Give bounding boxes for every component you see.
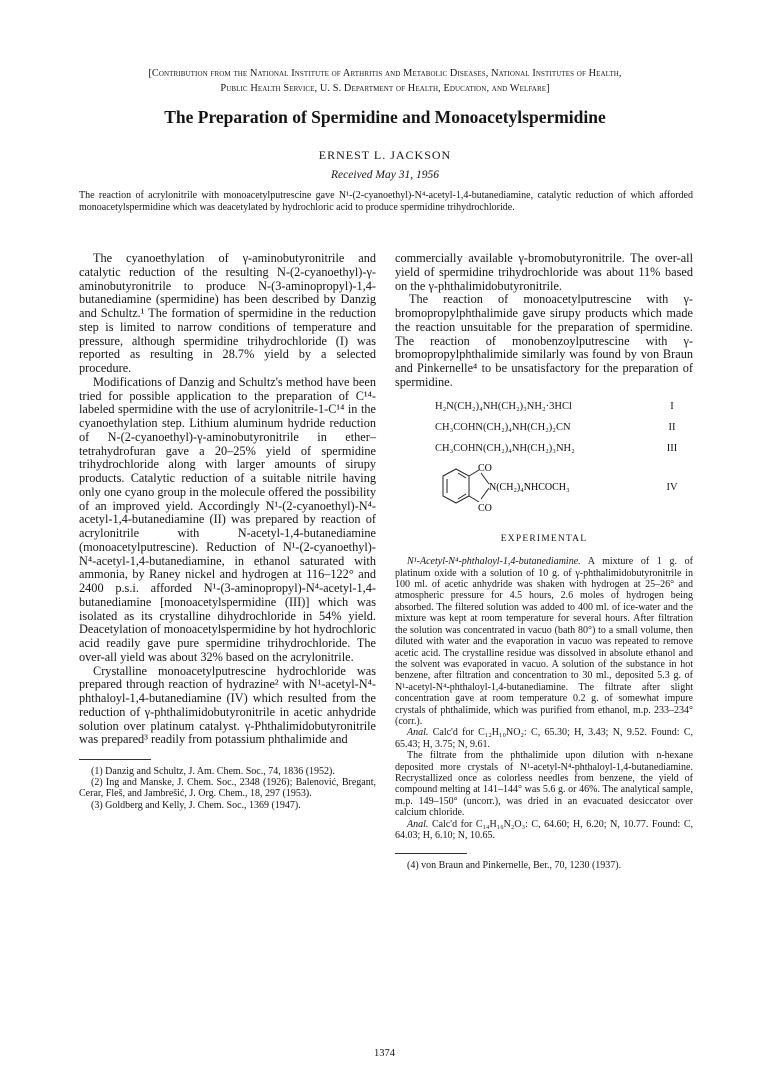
contribution-line-2: Public Health Service, U. S. Department of Health, Education, and Welfare] xyxy=(220,83,550,94)
formula-row-2 xyxy=(395,417,693,438)
side-chain: N(CH₂)₄NHCOCH₃ xyxy=(489,481,570,493)
footnote-3: (3) Goldberg and Kelly, J. Chem. Soc., 1369 (1947). xyxy=(91,799,301,811)
formula-list xyxy=(395,396,693,459)
analysis-2 xyxy=(395,819,693,842)
body-paragraph: The reaction of monoacetylputrescine with γ-bromopropylphthalimide gave sirupy products which made the reaction unsuitable for the preparation of spermidine. The reaction of monobenzoylputrescine with γ-bromopropylphthalimide similarly was found by von Braun and Pinkernelle⁴ to be unsatisfactory for the preparation of spermidine. xyxy=(395,292,693,389)
author-name: ERNEST L. JACKSON xyxy=(318,148,452,162)
footnote-1: (1) Danzig and Schultz, J. Am. Chem. Soc., 74, 1836 (1952). xyxy=(91,766,335,777)
experimental-heading: EXPERIMENTAL xyxy=(500,533,588,544)
formula: H₂N(CH₂)₄NH(CH₂)₃NH₂·3HCl xyxy=(435,400,572,412)
formula: CH₃COHN(CH₂)₄NH(CH₂)₃NH₂ xyxy=(435,442,575,454)
footnote-2: (2) Ing and Manske, J. Chem. Soc., 2348 (1926); Balenović, Bregant, Cerar, Fleš, and Jambrešić, J. Org. Chem., 18, 297 (1953). xyxy=(79,777,376,800)
body-paragraph: Modifications of Danzig and Schultz's method have been tried for possible application to the preparation of C¹⁴-labeled spermidine with the use of acrylonitrile-1-C¹⁴ in the cyanoethylation step. Lithium aluminum hydride reduction of N-(2-cyanoethyl)-γ-aminobutyronitrile in ether–tetrahydrofuran gave a 20–25% yield of spermidine trihydrochloride along with larger amounts of sirupy products. Catalytic reduction of a suitable nitrile having only one cyano group in the molecule offered the possibility of an improved yield. Accordingly N¹-(2-cyanoethyl)-N⁴-acetyl-1,4-butanediamine (II) was prepared by reaction of acrylonitrile with N-acetyl-1,4-butanediamine (monoacetylputrescine). Reduction of N¹-(2-cyanoethyl)-N⁴-acetyl-1,4-butanediamine, in ethanol saturated with ammonia, by Raney nickel and hydrogen at 116–122° and 2400 p.s.i. afforded N¹-(3-aminopropyl)-N⁴-acetyl-1,4-butanediamine [monoacetylspermidine (III)] which was isolated as its crystalline dihydrochloride in 54% yield. Deacetylation of monoacetylspermidine by hot hydrochloric acid readily gave pure spermidine trihydrochloride. The over-all yield was about 32% based on the acrylonitrile. xyxy=(79,374,376,664)
body-paragraph: commercially available γ-bromobutyronitrile. The over-all yield of spermidine trihydrochloride was about 11% based on the γ-phthalimidobutyronitrile. xyxy=(395,251,693,293)
body-paragraph: The cyanoethylation of γ-aminobutyronitrile and catalytic reduction of the resulting N-(2-cyanoethyl)-γ-aminobutyronitrile to produce N-(3-aminopropyl)-1,4-butanediamine (spermidine) has been described by Danzig and Schultz.¹ The formation of spermidine in the reduction step is limited to narrow conditions of temperature and pressure, although spermidine trihydrochloride (I) was reported as resulting in 28.7% yield by a selected procedure. xyxy=(79,251,376,375)
experimental-paragraph-2: The filtrate from the phthalimide upon dilution with n-hexane deposited more crystals of N¹-acetyl-N⁴-phthaloyl-1,4-butanediamine. Recrystallized once as colorless needles from benzene, the yield of compound melting at 141–144° was 5.6 g. or 46%. The analytical sample, m.p. 149–150° (uncorr.), was dried in an evacuated desiccator over calcium chloride. xyxy=(395,750,693,819)
footnote-4: (4) von Braun and Pinkernelle, Ber., 70, 1230 (1937). xyxy=(407,860,622,872)
body-paragraph: Crystalline monoacetylputrescine hydrochloride was prepared through reaction of hydrazine² with N¹-acetyl-N⁴-phthaloyl-1,4-butanediamine (IV) which resulted from the reduction of γ-phthalimidobutyronitrile in acetic anhydride solution over platinum catalyst. γ-Phthalimidobutyronitrile was prepared³ readily from potassium phthalimide and xyxy=(79,663,376,747)
article-title: The Preparation of Spermidine and Monoacetylspermidine xyxy=(164,107,606,127)
formula-label: II xyxy=(668,421,676,433)
contribution-line-1: [Contribution from the National Institute of Arthritis and Metabolic Diseases, National Institutes of Health, xyxy=(148,68,622,79)
analysis-label: Anal. xyxy=(407,727,429,739)
structure-iv xyxy=(395,461,693,515)
formula: CH₃COHN(CH₂)₄NH(CH₂)₂CN xyxy=(435,421,571,433)
carbonyl-bottom: CO xyxy=(478,502,492,514)
right-column xyxy=(395,252,693,872)
compound-name: N¹-Acetyl-N⁴-phthaloyl-1,4-butanediamine. xyxy=(407,556,581,568)
formula-label: IV xyxy=(666,481,678,493)
carbonyl-top: CO xyxy=(478,462,492,474)
analysis-1 xyxy=(395,727,693,750)
page-number: 1374 xyxy=(374,1048,395,1059)
contribution-header xyxy=(60,66,710,96)
left-column xyxy=(79,252,376,811)
received-date: Received May 31, 1956 xyxy=(331,169,439,181)
formula-row-3 xyxy=(395,438,693,459)
experimental-paragraph-1 xyxy=(395,556,693,727)
paragraph-text: A mixture of 1 g. of platinum oxide with a solution of 10 g. of γ-phthalimidobutyronitrile in 100 ml. of acetic anhydride was shaken with hydrogen at 25–26° and atmospheric pressure for 4.5 hours, 2.6 moles of hydrogen being absorbed. The filtered solution was added to 400 ml. of ice-water and the mixture was kept at room temperature for several hours. After filtration the solution was concentrated in vacuo (bath 80°) to a small volume, then diluted with water and the evaporation in vacuo was repeated to remove acetic acid. The crystalline residue was dissolved in absolute ethanol and the solvent was evaporated in vacuo. A solution of the substance in hot benzene, after filtration and concentration to 30 ml., deposited 5.3 g. of N¹-acetyl-N⁴-phthaloyl-1,4-butanediamine. The filtrate after slight concentration gave at room temperature 0.2 g. of somewhat impure crystals of phthalimide, which was purified from ethanol, m.p. 233–234° (corr.). xyxy=(395,556,693,727)
formula-label: III xyxy=(666,442,678,454)
analysis-text: Calc'd for C₁₂H₁₀NO₂: C, 65.30; H, 3.43; N, 9.52. Found: C, 65.43; H, 3.75; N, 9.61. xyxy=(395,727,693,750)
analysis-label: Anal. xyxy=(407,818,429,830)
phthalimide-structure-icon xyxy=(423,461,623,515)
abstract: The reaction of acrylonitrile with monoacetylputrescine gave N¹-(2-cyanoethyl)-N⁴-acetyl-1,4-butanediamine, catalytic reduction of which afforded monoacetylspermidine which was deacetylated by hydrochloric acid to produce spermidine trihydrochloride. xyxy=(79,190,693,213)
footnote-divider xyxy=(79,759,151,760)
footnote-divider xyxy=(395,853,467,854)
analysis-text: Calc'd for C₁₄H₁₆N₂O₃: C, 64.60; H, 6.20; N, 10.77. Found: C, 64.03; H, 6.10; N, 10.65. xyxy=(395,818,693,841)
formula-row-1 xyxy=(395,396,693,417)
formula-label: I xyxy=(670,400,674,412)
